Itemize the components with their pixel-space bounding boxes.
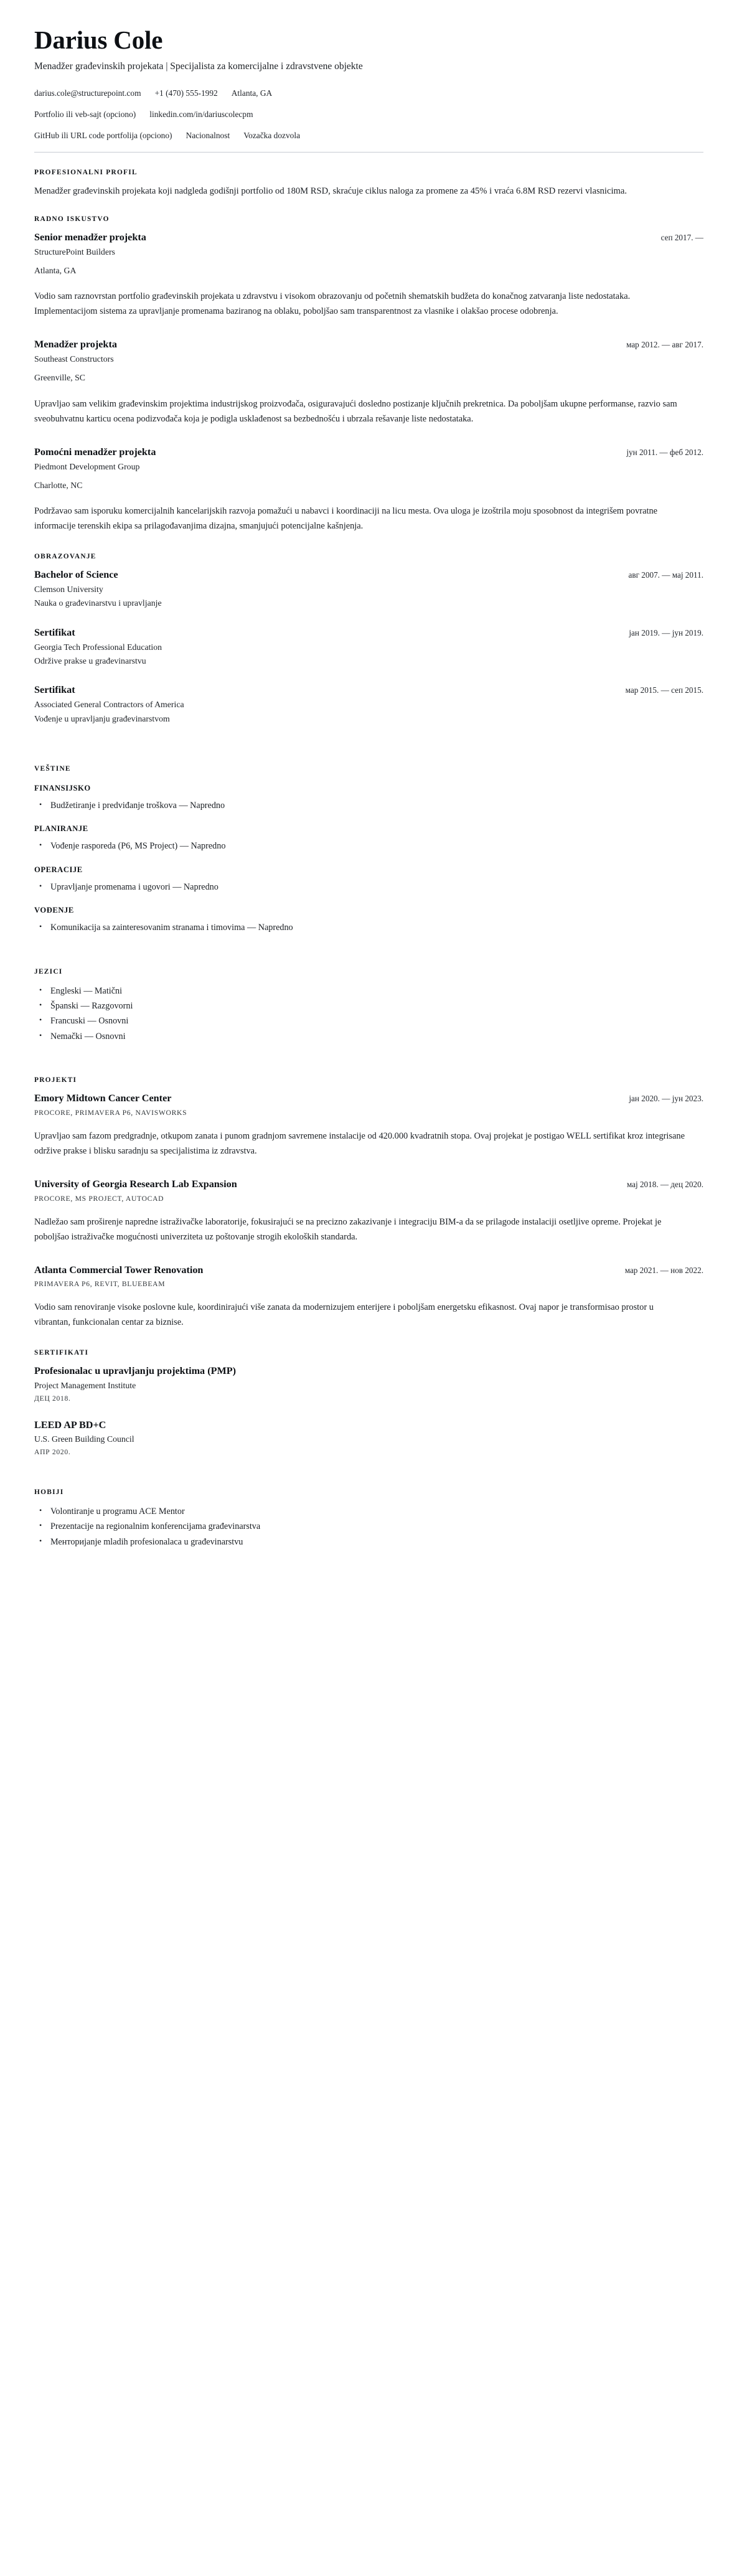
language-item: • Engleski — Matični: [34, 984, 703, 999]
section-title-hobbies: HOBIJI: [34, 1488, 64, 1496]
section-languages: [34, 968, 703, 1045]
hobby-list: [34, 1504, 703, 1549]
education-field: Održive prakse u građevinarstvu: [34, 656, 146, 665]
project-entry: [34, 1178, 703, 1245]
skill-item: • Komunikacija sa zainteresovanim stranama i timovima — Napredno: [34, 920, 703, 935]
contact-row-primary: [34, 87, 703, 100]
hobby-item: • Менторијanje mladih profesionalaca u građevinarstvu: [34, 1535, 703, 1549]
certification-issuer: Project Management Institute: [34, 1381, 136, 1391]
job-role: Menadžer projekta: [34, 339, 117, 350]
project-date-range: јан 2020. — јун 2023.: [629, 1094, 703, 1104]
skill-group: [34, 865, 703, 895]
section-certifications: [34, 1349, 703, 1455]
job-date-range: јун 2011. — феб 2012.: [626, 447, 703, 457]
contact-location: Atlanta, GA: [231, 88, 273, 98]
contact-drivers-license: Vozačka dozvola: [243, 131, 301, 141]
skill-list: [34, 920, 703, 935]
experience-entry: [34, 446, 703, 534]
project-description: Vodio sam renoviranje visoke poslovne kule, koordinirajući više zanata da modernizujem enterijere i poboljšam energetsku efikasnost. Ovaj napor je transformisao prostor u vibrantan, funkcionalan centar za biznise.: [34, 1302, 654, 1328]
contact-email[interactable]: darius.cole@structurepoint.com: [34, 88, 141, 98]
certification-entry: [34, 1365, 703, 1402]
job-date-range: мар 2012. — авг 2017.: [626, 340, 703, 350]
job-location: Charlotte, NC: [34, 480, 83, 490]
project-description: Nadležao sam proširenje napredne istraživačke laboratorije, fokusirajući se na precizno zakazivanje i integraciju BIM-a da se prilagode instalaciji osetljive opreme. Projekat je poboljšao istraživačke mogućnosti univerziteta uz poštovanje strogih ekoloških standarda.: [34, 1216, 662, 1242]
project-entry: [34, 1092, 703, 1159]
contact-nationality: Nacionalnost: [186, 131, 230, 141]
section-title-profile: PROFESIONALNI PROFIL: [34, 169, 138, 177]
skill-group: [34, 784, 703, 813]
skill-list: [34, 839, 703, 853]
section-profile: [34, 169, 703, 199]
certification-entry: [34, 1419, 703, 1456]
project-description: Upravljao sam fazom predgradnje, otkupom zanata i punom gradnjom savremene instalacije od 420.000 kvadratnih stopa. Ovaj projekat je postigao WELL sertifikat kroz integrisane održive prakse i blisku saradnju sa specijalistima iz zdravstva.: [34, 1131, 685, 1157]
education-date-range: авг 2007. — мај 2011.: [628, 570, 703, 580]
job-description: Upravljao sam velikim građevinskim projektima industrijskog proizvođača, osiguravajući dosledno postizanje ključnih prekretnica. Da poboljšam ukupne performanse, razvio sam sveobuhvatnu karticu ocena podizvođača koja je podigla usklađenost sa bezbednošću i ubrzala rešavanje liste nedostataka.: [34, 398, 677, 424]
education-entry-head: [34, 568, 703, 582]
section-skills: [34, 765, 703, 936]
education-school: Associated General Contractors of America: [34, 700, 184, 710]
certification-name: Profesionalac u upravljanju projektima (PMP): [34, 1365, 237, 1377]
skill-list: [34, 880, 703, 895]
skill-group: [34, 906, 703, 935]
job-role: Pomoćni menadžer projekta: [34, 446, 156, 458]
section-title-certifications: SERTIFIKATI: [34, 1349, 89, 1357]
job-company: StructurePoint Builders: [34, 247, 115, 256]
skill-list: [34, 798, 703, 813]
certification-date: АПР 2020.: [34, 1447, 71, 1456]
experience-entry-head: [34, 231, 703, 245]
job-role: Senior menadžer projekta: [34, 231, 146, 243]
project-name: Atlanta Commercial Tower Renovation: [34, 1264, 204, 1276]
education-entry: [34, 568, 703, 610]
job-date-range: сеп 2017. —: [660, 232, 703, 242]
certification-name: LEED AP BD+C: [34, 1419, 106, 1431]
project-date-range: мај 2018. — дец 2020.: [626, 1179, 703, 1189]
project-entry-head: [34, 1092, 703, 1106]
project-entry-head: [34, 1178, 703, 1192]
project-entry: [34, 1264, 703, 1331]
header-divider: [34, 152, 703, 153]
profile-summary: Menadžer građevinskih projekata koji nadgleda godišnji portfolio od 180M RSD, skraćuje ciklus naloga za promene za 45% i vraća 6.8M RSD rezervi vlasnicima.: [34, 186, 627, 197]
education-school: Georgia Tech Professional Education: [34, 642, 162, 652]
experience-entry: [34, 338, 703, 426]
resume-header: [34, 26, 703, 153]
project-tech-stack: PROCORE, MS PROJECT, AUTOCAD: [34, 1194, 164, 1203]
education-degree: Sertifikat: [34, 626, 75, 638]
education-entry-head: [34, 684, 703, 697]
job-description: Vodio sam raznovrstan portfolio građevinskih projekata u zdravstvu i visokom obrazovanju od početnih shematskih budžeta do konačnog zatvaranja liste nedostataka. Implementacijom sistema za upravljanje promenama baziranog na oblaku, poboljšao sam transparentnost za vlasnike i olakšao procese odobrenja.: [34, 291, 631, 317]
section-title-languages: JEZICI: [34, 967, 63, 975]
job-company: Piedmont Development Group: [34, 461, 140, 471]
contact-row-optional: [34, 129, 703, 142]
education-school: Clemson University: [34, 584, 103, 594]
section-title-skills: VEŠTINE: [34, 764, 71, 773]
project-date-range: мар 2021. — нов 2022.: [624, 1265, 703, 1275]
hobby-item: • Volontiranje u programu ACE Mentor: [34, 1504, 703, 1519]
project-tech-stack: PROCORE, PRIMAVERA P6, NAVISWORKS: [34, 1109, 187, 1117]
experience-entry: [34, 231, 703, 319]
education-entry: [34, 626, 703, 668]
contact-github-placeholder[interactable]: GitHub ili URL code portfolija (opciono): [34, 131, 172, 141]
education-entry-head: [34, 626, 703, 640]
section-title-projects: PROJEKTI: [34, 1076, 77, 1084]
skill-category-label: OPERACIJE: [34, 865, 83, 874]
job-location: Greenville, SC: [34, 373, 85, 383]
education-entry: [34, 684, 703, 725]
section-projects: [34, 1076, 703, 1330]
skill-category-label: FINANSIJSKO: [34, 783, 91, 792]
experience-entry-head: [34, 338, 703, 352]
project-entry-head: [34, 1264, 703, 1277]
job-description: Podržavao sam isporuku komercijalnih kancelarijskih razvoja pomažući u nabavci i koordinaciji na licu mesta. Ova uloga je izoštrila moju sposobnost da integrišem povratne informacije terenskih ekipa sa prilagođavanjima dizajna, smanjujući potencijalne kašnjenja.: [34, 506, 658, 532]
education-date-range: мар 2015. — сеп 2015.: [625, 685, 703, 695]
skill-item: • Budžetiranje i predviđanje troškova — Napredno: [34, 798, 703, 813]
section-hobbies: [34, 1488, 703, 1549]
language-list: [34, 984, 703, 1045]
certification-date: ДЕЦ 2018.: [34, 1394, 71, 1403]
project-name: University of Georgia Research Lab Expansion: [34, 1178, 237, 1190]
contact-row-portfolio: [34, 108, 703, 121]
education-degree: Sertifikat: [34, 684, 75, 696]
section-title-education: OBRAZOVANJE: [34, 553, 96, 561]
experience-entry-head: [34, 446, 703, 459]
section-title-experience: RADNO ISKUSTVO: [34, 215, 110, 223]
skill-group: [34, 824, 703, 853]
project-tech-stack: PRIMAVERA P6, REVIT, BLUEBEAM: [34, 1280, 166, 1289]
candidate-name: Darius Cole: [34, 26, 163, 54]
candidate-headline: Menadžer građevinskih projekata | Specijalista za komercijalne i zdravstvene objekte: [34, 60, 363, 72]
education-field: Vođenje u upravljanju građevinarstvom: [34, 713, 170, 723]
skill-category-label: VOĐENJE: [34, 906, 74, 915]
skill-category-label: PLANIRANJE: [34, 824, 88, 834]
project-name: Emory Midtown Cancer Center: [34, 1093, 172, 1104]
contact-linkedin[interactable]: linkedin.com/in/dariuscolecpm: [149, 109, 253, 119]
education-date-range: јан 2019. — јун 2019.: [629, 628, 703, 637]
language-item: • Francuski — Osnovni: [34, 1013, 703, 1028]
contact-portfolio-placeholder[interactable]: Portfolio ili veb-sajt (opciono): [34, 109, 136, 119]
skill-item: • Vođenje rasporeda (P6, MS Project) — Napredno: [34, 839, 703, 853]
hobby-item: • Prezentacije na regionalnim konferencijama građevinarstva: [34, 1519, 703, 1534]
skill-item: • Upravljanje promenama i ugovori — Napredno: [34, 880, 703, 895]
language-item: • Nemački — Osnovni: [34, 1029, 703, 1044]
language-item: • Španski — Razgovorni: [34, 999, 703, 1013]
education-field: Nauka o građevinarstvu i upravljanje: [34, 598, 162, 608]
education-degree: Bachelor of Science: [34, 569, 118, 581]
section-experience: [34, 215, 703, 534]
job-company: Southeast Constructors: [34, 354, 114, 364]
certification-issuer: U.S. Green Building Council: [34, 1434, 134, 1444]
section-education: [34, 553, 703, 725]
contact-phone[interactable]: +1 (470) 555-1992: [154, 88, 218, 98]
job-location: Atlanta, GA: [34, 266, 77, 276]
